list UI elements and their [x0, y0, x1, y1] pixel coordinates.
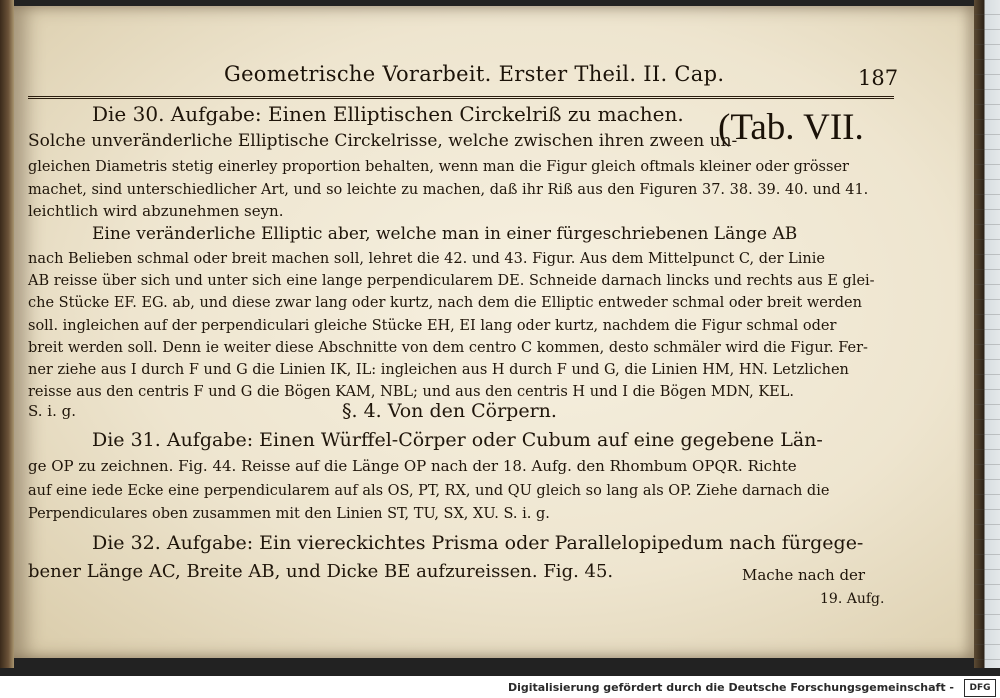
running-title: Geometrische Vorarbeit. Erster Theil. II. Cap. [224, 62, 725, 86]
text-line: nach Belieben schmal oder breit machen soll, lehret die 42. und 43. Figur. Aus dem Mittelpunct C, der Linie [28, 251, 825, 267]
text-line: Die 32. Aufgabe: Ein viereckichtes Prisma oder Parallelopipedum nach fürgege- [92, 532, 864, 554]
text-line: gleichen Diametris stetig einerley proportion behalten, wenn man die Figur gleich oftmals kleiner oder grösser [28, 159, 849, 175]
text-line: ge OP zu zeichnen. Fig. 44. Reisse auf die Länge OP nach der 18. Aufg. den Rhombum OPQR. Richte [28, 457, 797, 475]
text-line: soll. ingleichen auf der perpendiculari gleiche Stücke EH, EI lang oder kurtz, nachdem die Figur schmal oder [28, 318, 837, 334]
text-line: reisse aus den centris F und G die Bögen KAM, NBL; und aus den centris H und I die Bögen MDN, KEL. [28, 384, 795, 400]
footer-credit: Digitalisierung gefördert durch die Deutsche Forschungsgemeinschaft - [507, 681, 954, 694]
text-line: Perpendiculares oben zusammen mit den Linien ST, TU, SX, XU. S. i. g. [28, 506, 550, 522]
text-line: Eine veränderliche Elliptic aber, welche man in einer fürgeschriebenen Länge AB [92, 224, 798, 244]
text-line: AB reisse über sich und unter sich eine lange perpendicularem DE. Schneide darnach lincks und rechts aus E glei- [28, 273, 875, 289]
header-rule [28, 96, 894, 99]
catchword: 19. Aufg. [820, 591, 885, 607]
text-line: Die 31. Aufgabe: Einen Würffel-Cörper oder Cubum auf eine gegebene Län- [92, 429, 823, 451]
text-line: auf eine iede Ecke eine perpendicularem auf als OS, PT, RX, und QU gleich so lang als OP. Ziehe darnach die [28, 483, 830, 499]
text-line: Die 30. Aufgabe: Einen Elliptischen Circkelriß zu machen. [92, 102, 684, 126]
page-number: 187 [858, 66, 899, 90]
text-line: S. i. g. [28, 402, 76, 420]
text-line: Mache nach der [742, 566, 866, 584]
text-line: che Stücke EF. EG. ab, und diese zwar lang oder kurtz, nach dem die Elliptic entweder schmal oder breit werden [28, 295, 862, 311]
text-line: machet, sind unterschiedlicher Art, und so leichte zu machen, daß ihr Riß aus den Figuren 37. 38. 39. 40. und 41. [28, 182, 869, 198]
margin-note-tab: (Tab. VII. [718, 107, 864, 148]
text-line: breit werden soll. Denn ie weiter diese Abschnitte von dem centro C kommen, desto schmäler wird die Figur. Fer- [28, 340, 868, 356]
text-line: leichtlich wird abzunehmen seyn. [28, 202, 284, 220]
section-heading: §. 4. Von den Cörpern. [342, 400, 557, 422]
text-line: bener Länge AC, Breite AB, und Dicke BE aufzureissen. Fig. 45. [28, 561, 614, 582]
text-line: Solche unveränderliche Elliptische Circkelrisse, welche zwischen ihren zween un- [28, 131, 738, 151]
book-left-edge [0, 0, 14, 668]
text-line: ner ziehe aus I durch F und G die Linien IK, IL: ingleichen aus H durch F und G, die Linien HM, HN. Letzlichen [28, 362, 849, 378]
dfg-logo: DFG [964, 679, 996, 697]
page-stack-stripes [974, 0, 1000, 668]
